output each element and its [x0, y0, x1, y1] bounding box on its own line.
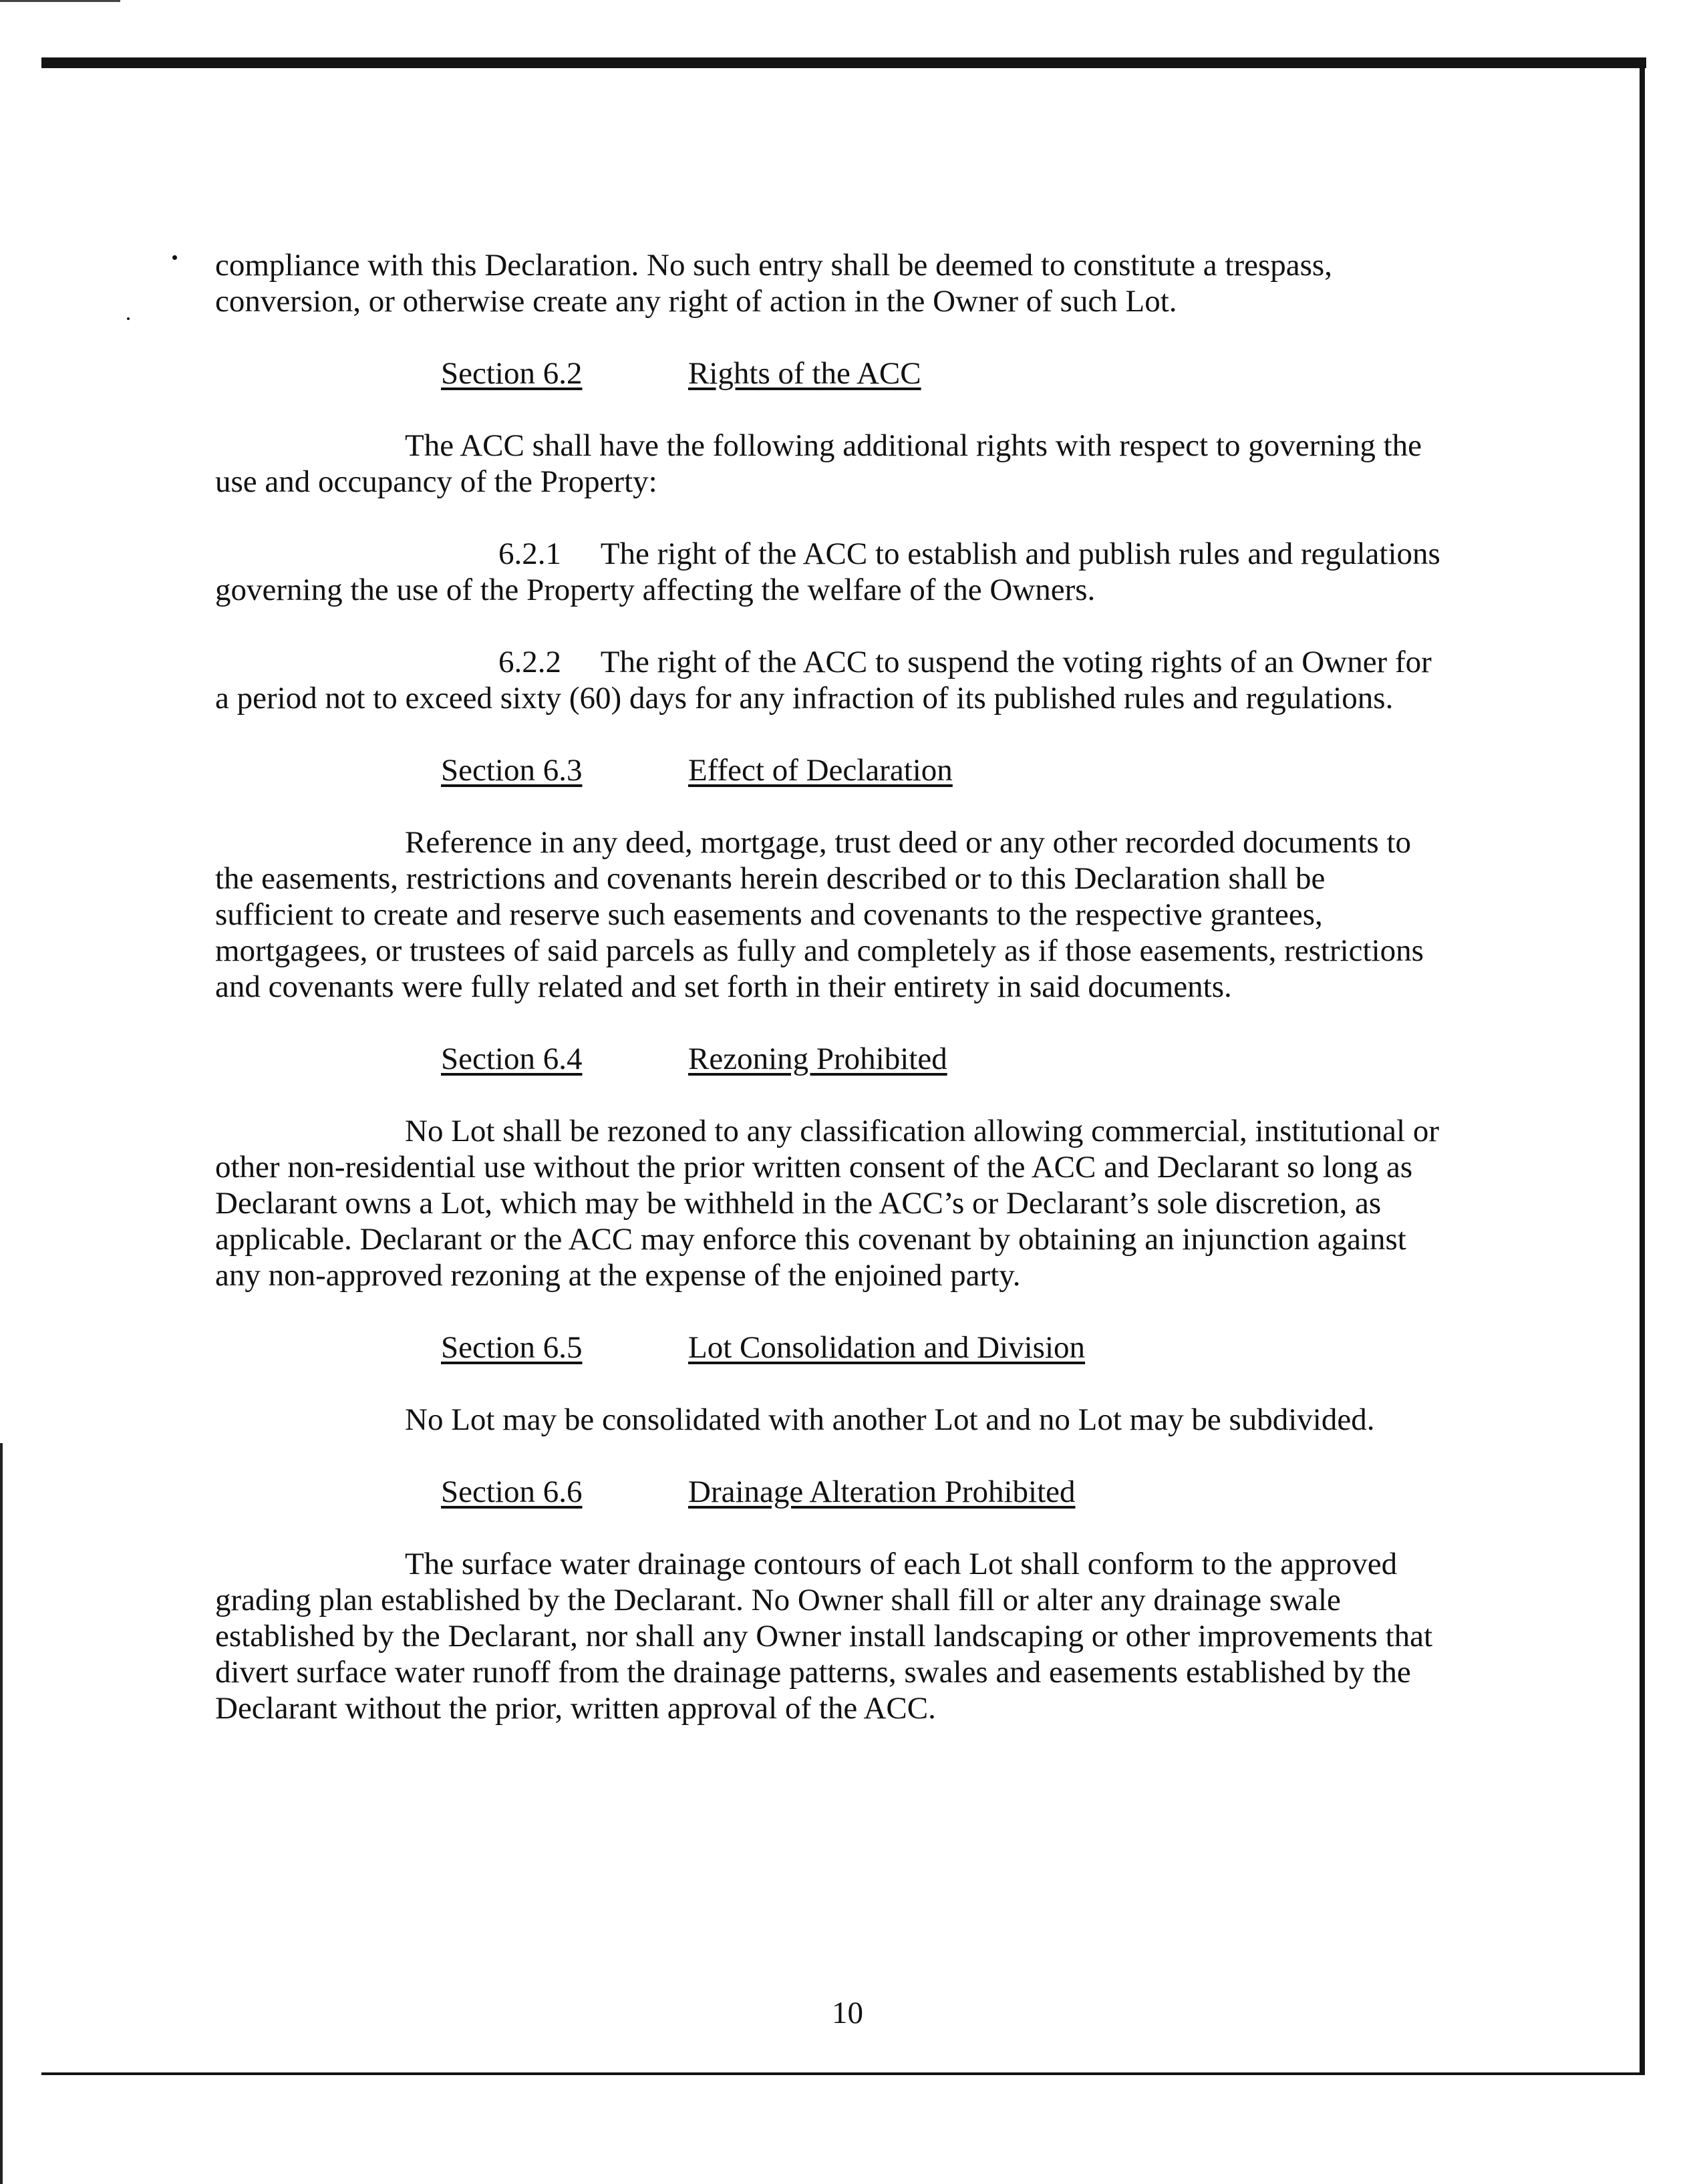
right-border-rule	[1640, 57, 1645, 2074]
section-heading-6-3	[215, 752, 1444, 788]
scan-speck	[172, 255, 177, 260]
bottom-border-rule	[41, 2072, 1645, 2075]
section-title: Rights of the ACC	[688, 356, 921, 391]
page-number: 10	[832, 1996, 863, 2030]
subsection-6-2-2	[215, 644, 1444, 716]
section-heading-6-2	[215, 355, 1444, 392]
section-6-2-intro: The ACC shall have the following additional rights with respect to governing the use and occupancy of the Property:	[215, 428, 1422, 499]
section-heading-6-5	[215, 1330, 1444, 1366]
section-6-6-body: The surface water drainage contours of each Lot shall conform to the approved grading plan established by the Declarant. No Owner shall fill or alter any drainage swale established by the Declarant, nor shall any Owner install landscaping or other improvements that divert surface water runoff from the drainage patterns, swales and easements established by the Declarant without the prior, written approval of the ACC.	[215, 1547, 1433, 1726]
section-number: Section 6.5	[441, 1330, 583, 1365]
section-number: Section 6.6	[441, 1474, 583, 1509]
section-6-5-body: No Lot may be consolidated with another Lot and no Lot may be subdivided.	[405, 1402, 1375, 1437]
scan-corner-mark	[0, 0, 120, 2]
section-number: Section 6.4	[441, 1042, 583, 1076]
opening-paragraph: compliance with this Declaration. No such entry shall be deemed to constitute a trespass, conversion, or otherwise create any right of action in the Owner of such Lot.	[215, 248, 1332, 319]
subsection-6-2-1	[215, 536, 1444, 608]
subsection-text: The right of the ACC to suspend the voting rights of an Owner for a period not to exceed sixty (60) days for any infraction of its published rules and regulations.	[215, 645, 1432, 716]
section-heading-6-6	[215, 1474, 1444, 1510]
section-number: Section 6.2	[441, 356, 583, 391]
left-scan-edge	[0, 1443, 3, 2184]
section-6-3-body: Reference in any deed, mortgage, trust deed or any other recorded documents to the easements, restrictions and covenants herein described or to this Declaration shall be sufficient to create and reserve such easements and covenants to the respective grantees, mortgagees, or trustees of said parcels as fully and completely as if those easements, restrictions and covenants were fully related and set forth in their entirety in said documents.	[215, 825, 1424, 1004]
scan-speck	[127, 317, 130, 320]
section-heading-6-4	[215, 1041, 1444, 1077]
section-6-4-body: No Lot shall be rezoned to any classification allowing commercial, institutional or other non-residential use without the prior written consent of the ACC and Declarant so long as Declarant owns a Lot, which may be withheld in the ACC’s or Declarant’s sole discretion, as applicable. Declarant or the ACC may enforce this covenant by obtaining an injunction against any non-approved rezoning at the expense of the enjoined party.	[215, 1114, 1439, 1293]
top-border-rule	[41, 57, 1646, 68]
section-title: Effect of Declaration	[688, 753, 953, 788]
section-title: Lot Consolidation and Division	[688, 1330, 1086, 1365]
section-title: Rezoning Prohibited	[688, 1042, 947, 1076]
section-number: Section 6.3	[441, 753, 583, 788]
subsection-text: The right of the ACC to establish and publish rules and regulations governing the use of the Property affecting the welfare of the Owners.	[215, 536, 1440, 607]
document-body	[215, 247, 1444, 1762]
section-title: Drainage Alteration Prohibited	[688, 1474, 1076, 1509]
subsection-number: 6.2.2	[498, 645, 561, 679]
subsection-number: 6.2.1	[498, 536, 561, 571]
